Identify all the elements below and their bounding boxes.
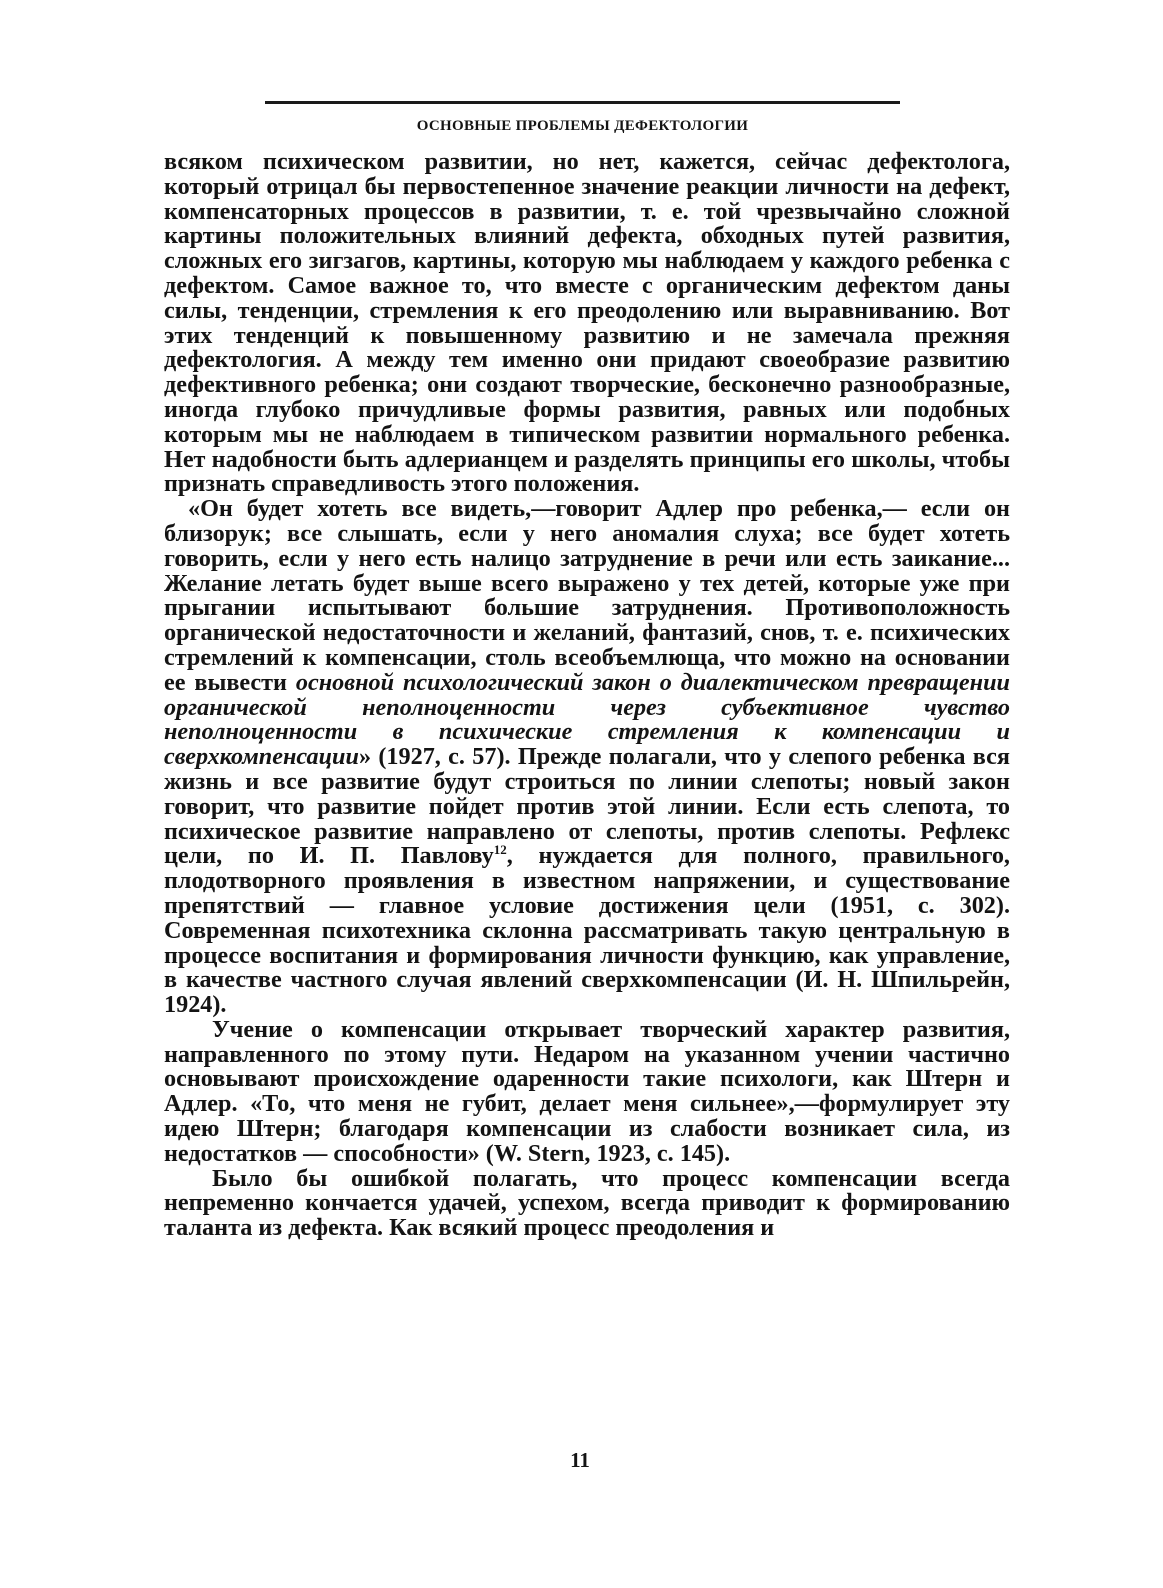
text-segment: » (1927, с. 57). Прежде полагали, что у слепого ребенка вся жизнь и все развитие будут строиться по линии слепоты; новый закон говорит, что развитие пойдет против этой линии. Если есть слепота, то психическое развитие направлено от слепоты, против слепоты. Рефлекс цели, по И. П. Павлову [164,743,1010,870]
text-segment: , нуждается для полного, правильного, плодотворного проявления в известном напряжении, и существование препятствий — главное условие достижения цели (1951, с. 302). Современная психотехника склонна рассматривать такую центральную в процессе воспитания и формирования личности функцию, как управление, в качестве частного случая явлений сверхкомпенсации (И. Н. Шпильрейн, 1924). [164,842,1010,1019]
page-number: 11 [570,1448,590,1472]
text-segment: всяком психическом развитии, но нет, кажется, сейчас дефектолога, который отрицал бы первостепенное значение реакции личности на дефект, компенсаторных процессов в развитии, т. е. той чрезвычайно сложной картины положительных влияний дефекта, обходных путей развития, сложных его зигзагов, картины, которую мы наблюдаем у каждого ребенка с дефектом. Самое важное то, что вместе с органическим дефектом даны силы, тенденции, стремления к его преодолению или выравниванию. Вот этих тенденций к повышенному развитию и не замечала прежняя дефектология. А между тем именно они придают своеобразие развитию дефективного ребенка; они создают творческие, бесконечно разнообразные, иногда глубоко причудливые формы развития, равных или подобных которым мы не наблюдаем в типическом развитии нормального ребенка. Нет надобности быть адлерианцем и разделять принципы его школы, чтобы признать справедливость этого положения. [164,148,1010,498]
footnote-marker: 12 [493,842,507,858]
text-segment: «Он будет хотеть все видеть,—говорит Адлер про ребенка,— если он близорук; все слышать, если у него аномалия слуха; все будет хотеть говорить, если у него есть налицо затруднение в речи или есть заикание... Желание летать будет выше всего выражено у тех детей, которые уже при прыгании испытывают большие затруднения. Противоположность органической недостаточности и желаний, фантазий, снов, т. е. психических стремлений к компенсации, столь всеобъемлюща, что можно на основании ее вывести [164,495,1010,696]
text-segment: Было бы ошибкой полагать, что процесс компенсации всегда непременно кончается удачей, успехом, всегда приводит к формированию таланта из дефекта. Как всякий процесс преодоления и [164,1164,1010,1242]
text-segment: Учение о компенсации открывает творческий характер развития, направленного по этому пути. Недаром на указанном учении частично основывают происхождение одаренности такие психологи, как Штерн и Адлер. «То, что меня не губит, делает меня сильнее»,—формулирует эту идею Штерн; благодаря компенсации из слабости возникает сила, из недостатков — способности» (W. Stern, 1923, с. 145). [164,1015,1010,1167]
paragraph [164,497,1010,1018]
paragraph [164,1015,1010,1167]
italic-text: основной психологический закон о диалектическом превращении органической неполноценности через субъективное чувство неполноценности в психические стремления к компенсации и сверхкомпенсации [164,668,1010,771]
paragraph [164,1164,1010,1242]
header-rule [265,101,900,104]
paragraph [164,150,1010,497]
body-text [164,150,1010,1241]
running-title: ОСНОВНЫЕ ПРОБЛЕМЫ ДЕФЕКТОЛОГИИ [416,118,749,134]
